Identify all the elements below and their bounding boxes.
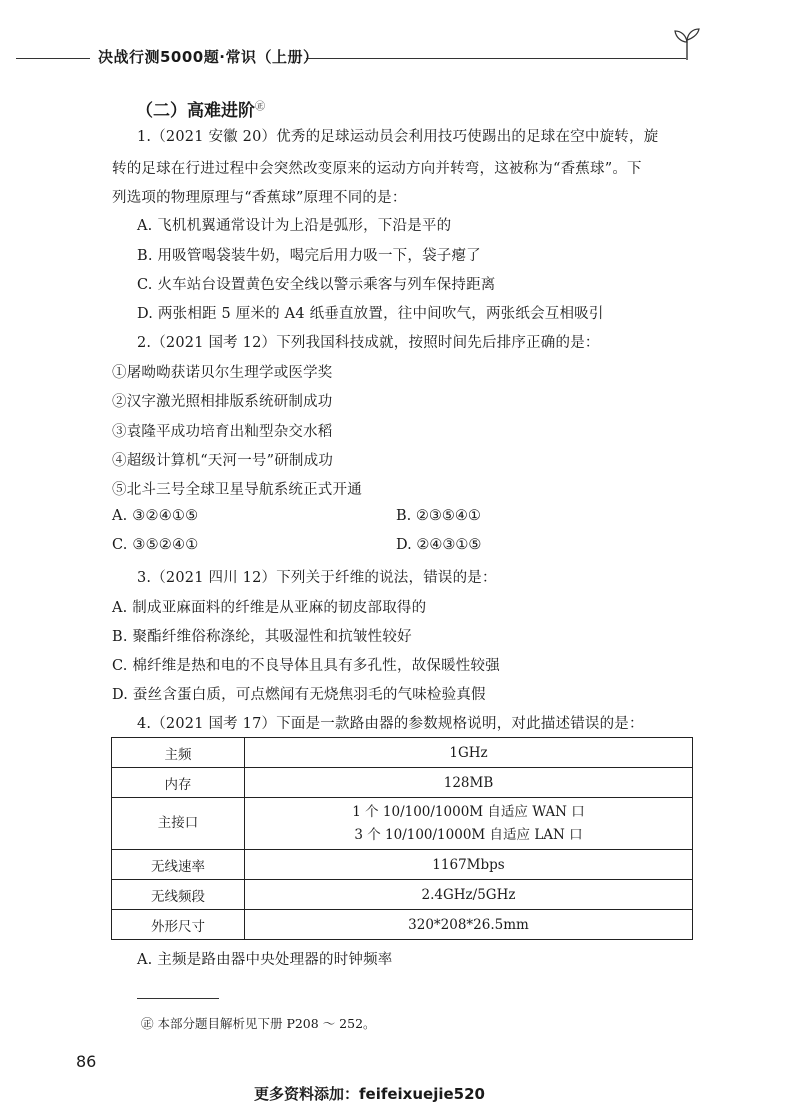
q2-stem-line-1: 2.（2021 国考 12）下列我国科技成就，按照时间先后排序正确的是： — [137, 335, 600, 351]
table-value-cell: 1GHz — [245, 738, 693, 768]
table-key-cell: 无线频段 — [112, 880, 245, 910]
table-key-cell: 内存 — [112, 768, 245, 798]
table-row — [112, 738, 693, 768]
table-value-cell: 320*208*26.5mm — [245, 910, 693, 940]
table-value-cell: 2.4GHz/5GHz — [245, 880, 693, 910]
q1-stem-line-1: 1.（2021 安徽 20）优秀的足球运动员会利用技巧使踢出的足球在空中旋转，旋 — [137, 129, 659, 145]
q4-option-a: A. 主频是路由器中央处理器的时钟频率 — [137, 952, 393, 968]
q1-option-c: C. 火车站台设置黄色安全线以警示乘客与列车保持距离 — [137, 277, 496, 293]
q2-option-a: A. ③②④①⑤ — [112, 508, 199, 524]
header-title: 决战行测5000题·常识（上册） — [98, 48, 319, 66]
table-row — [112, 910, 693, 940]
router-spec-table — [111, 737, 693, 940]
table-value-cell — [245, 798, 693, 850]
q2-item-3: ③袁隆平成功培育出籼型杂交水稻 — [112, 424, 333, 440]
page-number: 86 — [76, 1052, 97, 1071]
table-row — [112, 880, 693, 910]
q2-option-c: C. ③⑤②④① — [112, 537, 199, 553]
q2-item-4: ④超级计算机“天河一号”研制成功 — [112, 453, 334, 469]
table-key-cell: 无线速率 — [112, 850, 245, 880]
q3-option-a: A. 制成亚麻面料的纤维是从亚麻的韧皮部取得的 — [112, 600, 427, 616]
footnote-rule — [137, 998, 219, 999]
table-row — [112, 798, 693, 850]
section-answer-mark: ㊣ — [255, 101, 265, 113]
sprout-icon — [672, 26, 702, 62]
table-key-cell: 主频 — [112, 738, 245, 768]
q2-option-b: B. ②③⑤④① — [396, 508, 481, 524]
table-value-cell: 1167Mbps — [245, 850, 693, 880]
q1-option-d: D. 两张相距 5 厘米的 A4 纸垂直放置，往中间吹气，两张纸会互相吸引 — [137, 306, 604, 322]
promo-text: 更多资料添加：feifeixuejie520 — [254, 1085, 485, 1103]
q1-option-b: B. 用吸管喝袋装牛奶，喝完后用力吸一下，袋子瘪了 — [137, 248, 481, 264]
q3-option-d: D. 蚕丝含蛋白质，可点燃闻有无烧焦羽毛的气味检验真假 — [112, 687, 486, 703]
q1-stem-line-3: 列选项的物理原理与“香蕉球”原理不同的是： — [112, 190, 407, 206]
header-rule-left — [16, 58, 90, 59]
section-title — [136, 96, 265, 121]
q4-stem-line-1: 4.（2021 国考 17）下面是一款路由器的参数规格说明，对此描述错误的是： — [137, 716, 644, 732]
q3-option-c: C. 棉纤维是热和电的不良导体且具有多孔性，故保暖性较强 — [112, 658, 500, 674]
q2-item-2: ②汉字激光照相排版系统研制成功 — [112, 394, 333, 410]
table-value-cell: 128MB — [245, 768, 693, 798]
q1-option-a: A. 飞机机翼通常设计为上沿是弧形，下沿是平的 — [137, 218, 452, 234]
q2-item-5: ⑤北斗三号全球卫星导航系统正式开通 — [112, 482, 362, 498]
q3-stem-line-1: 3.（2021 四川 12）下列关于纤维的说法，错误的是： — [137, 570, 497, 586]
table-row — [112, 850, 693, 880]
q1-stem-line-2: 转的足球在行进过程中会突然改变原来的运动方向并转弯，这被称为“香蕉球”。下 — [112, 161, 642, 177]
table-key-cell: 外形尺寸 — [112, 910, 245, 940]
footnote: ㊣ 本部分题目解析见下册 P208 ～ 252。 — [141, 1016, 376, 1031]
section-title-text: （二）高难进阶 — [136, 101, 255, 121]
q2-option-d: D. ②④③①⑤ — [396, 537, 482, 553]
table-row — [112, 768, 693, 798]
header-rule-right — [306, 58, 686, 59]
table-key-cell: 主接口 — [112, 798, 245, 850]
q2-item-1: ①屠呦呦获诺贝尔生理学或医学奖 — [112, 365, 333, 381]
q3-option-b: B. 聚酯纤维俗称涤纶，其吸湿性和抗皱性较好 — [112, 629, 412, 645]
table-value-line: 3 个 10/100/1000M 自适应 LAN 口 — [354, 826, 583, 843]
table-value-line: 1 个 10/100/1000M 自适应 WAN 口 — [352, 803, 585, 820]
